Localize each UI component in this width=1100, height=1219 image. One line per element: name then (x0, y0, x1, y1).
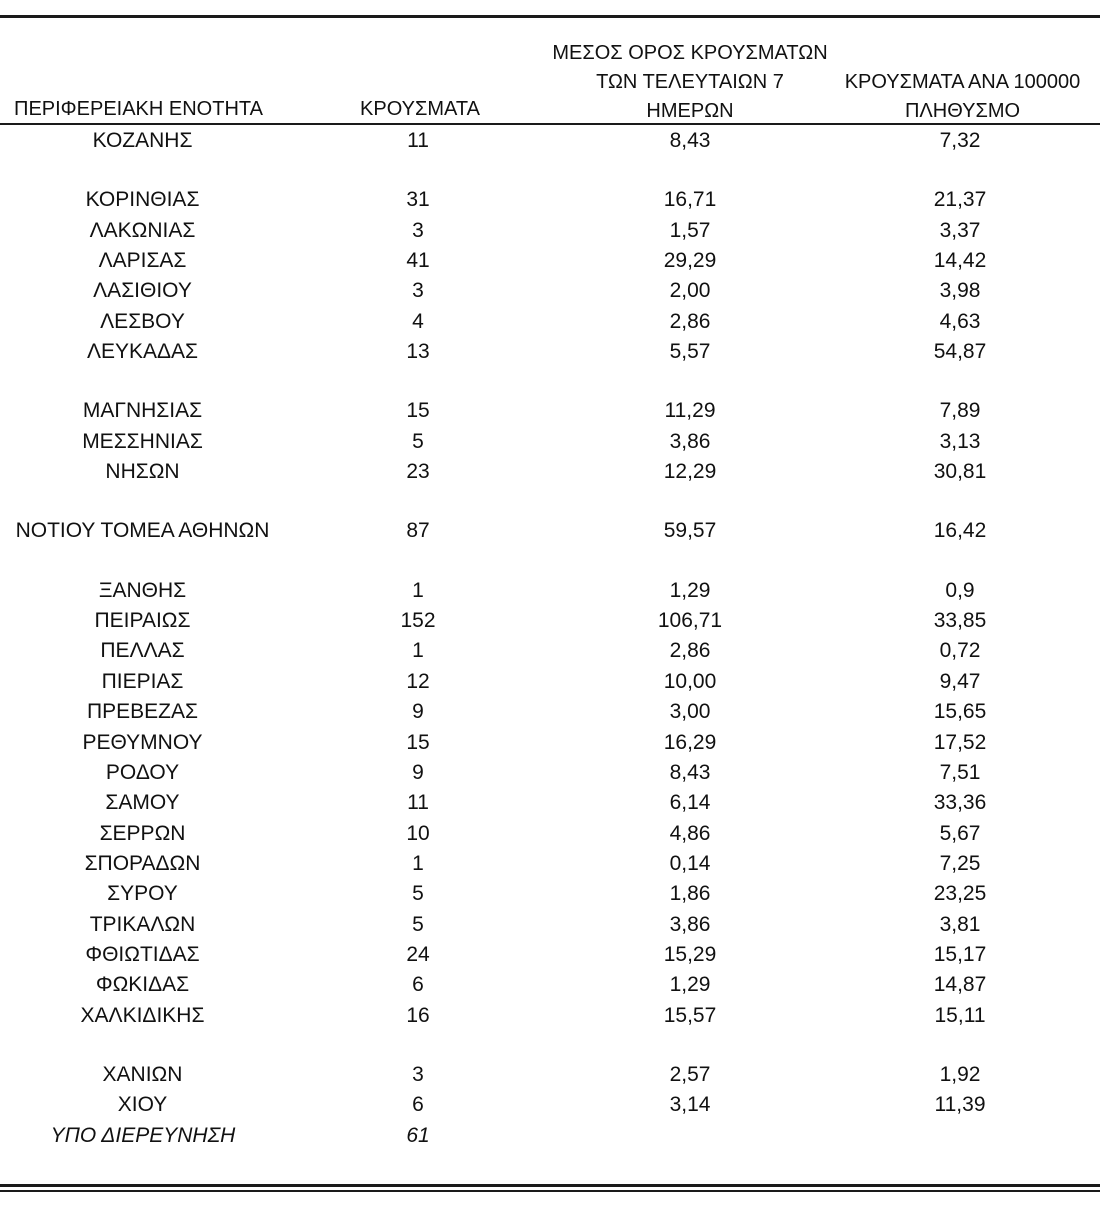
per100k-cell: 5,67 (939, 821, 981, 845)
per100k-cell: 30,81 (933, 460, 987, 484)
avg7-cell: 11,29 (664, 399, 716, 423)
region-cell: ΦΘΙΩΤΙΔΑΣ (85, 942, 200, 966)
avg7-cell: 2,00 (669, 279, 711, 303)
per100k-cell: 7,89 (939, 399, 981, 423)
avg7-cell: 1,57 (669, 218, 711, 242)
region-cell: ΛΕΥΚΑΔΑΣ (86, 340, 199, 364)
table-row (0, 606, 1100, 636)
table-row (0, 849, 1100, 879)
region-cell: ΚΟΡΙΝΘΙΑΣ (85, 188, 200, 212)
header-cases-label: ΚΡΟΥΣΜΑΤΑ (360, 98, 480, 120)
table-row (0, 879, 1100, 909)
region-cell: ΝΟΤΙΟΥ ΤΟΜΕΑ ΑΘΗΝΩΝ (15, 519, 270, 543)
region-cell: ΛΑΚΩΝΙΑΣ (89, 218, 196, 242)
cases-cell: 3 (412, 279, 424, 303)
per100k-cell: 7,25 (939, 851, 981, 875)
avg7-cell: 6,14 (669, 791, 711, 815)
avg7-cell: 2,86 (669, 309, 711, 333)
cases-cell: 5 (412, 429, 424, 453)
cases-cell: 9 (412, 760, 424, 784)
per100k-cell: 16,42 (933, 519, 987, 543)
avg7-cell: 3,86 (669, 912, 711, 936)
region-cell: ΣΑΜΟΥ (105, 791, 180, 815)
table-row (0, 636, 1100, 666)
bottom-rule (0, 1184, 1100, 1187)
avg7-cell: 106,71 (657, 609, 723, 633)
region-cell: ΧΑΛΚΙΔΙΚΗΣ (80, 1003, 205, 1027)
cases-cell: 3 (412, 218, 424, 242)
table-row (0, 307, 1100, 337)
cases-cell: 15 (406, 730, 430, 754)
table-row (0, 396, 1100, 426)
header-region-label: ΠΕΡΙΦΕΡΕΙΑΚΗ ΕΝΟΤΗΤΑ (14, 98, 263, 120)
per100k-cell: 33,85 (933, 609, 987, 633)
table-row (0, 1121, 1100, 1151)
avg7-cell: 12,29 (663, 460, 717, 484)
table-row (0, 276, 1100, 306)
table-row (0, 337, 1100, 367)
cases-cell: 11 (407, 791, 429, 815)
bottom-rule-second (0, 1190, 1100, 1192)
table-row (0, 185, 1100, 215)
per100k-cell: 54,87 (933, 340, 987, 364)
header-per100k-line-2: ΠΛΗΘΥΣΜΟ (904, 100, 1021, 122)
header-region (0, 95, 304, 124)
per100k-cell: 3,81 (939, 912, 981, 936)
per100k-cell: 14,42 (933, 249, 987, 273)
cases-cell: 1 (412, 578, 424, 602)
cases-cell: 9 (412, 700, 424, 724)
table-row (0, 457, 1100, 487)
cases-cell: 1 (412, 851, 424, 875)
cases-cell: 5 (412, 882, 424, 906)
per100k-cell: 3,98 (939, 279, 981, 303)
cases-cell: 3 (412, 1062, 424, 1086)
cases-cell: 31 (406, 188, 430, 212)
top-rule (0, 15, 1100, 18)
cases-cell: 1 (412, 639, 424, 663)
cases-cell: 12 (406, 669, 430, 693)
region-cell: ΞΑΝΘΗΣ (98, 578, 187, 602)
avg7-cell: 3,86 (669, 429, 711, 453)
region-cell: ΧΙΟΥ (117, 1093, 168, 1117)
table-row (0, 246, 1100, 276)
cases-cell: 13 (406, 340, 430, 364)
region-cell: ΡΕΘΥΜΝΟΥ (82, 730, 203, 754)
per100k-cell: 15,17 (933, 942, 987, 966)
avg7-cell: 1,86 (669, 882, 711, 906)
avg7-cell: 8,43 (669, 760, 711, 784)
region-cell: ΦΩΚΙΔΑΣ (95, 973, 190, 997)
region-cell: ΚΟΖΑΝΗΣ (92, 129, 193, 152)
avg7-cell: 16,29 (663, 730, 717, 754)
avg7-cell: 5,57 (669, 340, 711, 364)
cases-cell: 152 (400, 609, 436, 633)
per100k-cell: 0,9 (945, 578, 975, 602)
table-row (0, 576, 1100, 606)
table-row (0, 667, 1100, 697)
table-row (0, 697, 1100, 727)
avg7-cell: 2,86 (669, 639, 711, 663)
region-cell: ΜΕΣΣΗΝΙΑΣ (82, 429, 203, 453)
avg7-cell: 15,29 (663, 942, 717, 966)
header-cases (340, 95, 500, 124)
table-row (0, 516, 1100, 546)
header-avg-line-1: ΜΕΣΟΣ ΟΡΟΣ ΚΡΟΥΣΜΑΤΩΝ (552, 42, 828, 64)
header-avg-line-2: ΤΩΝ ΤΕΛΕΥΤΑΙΩΝ 7 (596, 71, 784, 93)
region-cell: ΠΕΙΡΑΙΩΣ (94, 609, 191, 633)
avg7-cell: 16,71 (663, 188, 717, 212)
per100k-cell: 7,32 (939, 129, 981, 152)
per100k-cell: 3,13 (939, 429, 981, 453)
cases-cell: 10 (406, 821, 430, 845)
avg7-cell: 1,29 (669, 578, 711, 602)
avg7-cell: 3,14 (669, 1093, 711, 1117)
region-cell: ΧΑΝΙΩΝ (102, 1062, 183, 1086)
header-7day-average (540, 39, 840, 126)
avg7-cell: 15,57 (663, 1003, 717, 1027)
data-table-body (0, 126, 1100, 1151)
cases-cell: 87 (406, 519, 430, 543)
header-per-100k (825, 68, 1100, 126)
header-rule (0, 123, 1100, 125)
table-row (0, 788, 1100, 818)
per100k-cell: 3,37 (939, 218, 981, 242)
region-cell: ΝΗΣΩΝ (105, 460, 180, 484)
table-row (0, 970, 1100, 1000)
region-cell: ΛΑΣΙΘΙΟΥ (93, 279, 192, 303)
cases-cell: 24 (406, 942, 430, 966)
table-row (0, 758, 1100, 788)
per100k-cell: 14,87 (933, 973, 987, 997)
cases-cell: 15 (406, 399, 430, 423)
avg7-cell: 3,00 (669, 700, 711, 724)
per100k-cell: 4,63 (939, 309, 981, 333)
cases-cell: 41 (406, 249, 430, 273)
per100k-cell: 0,72 (939, 639, 981, 663)
per100k-cell: 7,51 (939, 760, 981, 784)
region-cell: ΥΠΟ ΔΙΕΡΕΥΝΗΣΗ (50, 1123, 236, 1147)
per100k-cell: 23,25 (933, 882, 987, 906)
per100k-cell: 15,11 (934, 1003, 986, 1027)
avg7-cell: 8,43 (669, 129, 711, 152)
avg7-cell: 29,29 (663, 249, 717, 273)
cases-cell: 23 (406, 460, 430, 484)
per100k-cell: 21,37 (933, 188, 987, 212)
region-cell: ΡΟΔΟΥ (105, 760, 180, 784)
avg7-cell: 59,57 (663, 519, 717, 543)
table-row (0, 1090, 1100, 1120)
cases-cell: 6 (412, 1093, 424, 1117)
avg7-cell: 0,14 (669, 851, 711, 875)
region-cell: ΣΥΡΟΥ (107, 882, 178, 906)
table-row (0, 910, 1100, 940)
avg7-cell: 1,29 (669, 973, 711, 997)
region-cell: ΠΕΛΛΑΣ (100, 639, 185, 663)
region-cell: ΣΠΟΡΑΔΩΝ (84, 851, 201, 875)
table-row (0, 216, 1100, 246)
cases-cell: 61 (406, 1123, 430, 1147)
region-cell: ΠΡΕΒΕΖΑΣ (86, 700, 198, 724)
table-row (0, 1060, 1100, 1090)
cases-cell: 6 (412, 973, 424, 997)
avg7-cell: 10,00 (663, 669, 717, 693)
per100k-cell: 33,36 (933, 791, 987, 815)
table-row (0, 940, 1100, 970)
region-cell: ΤΡΙΚΑΛΩΝ (89, 912, 196, 936)
per100k-cell: 1,92 (939, 1062, 981, 1086)
table-row (0, 819, 1100, 849)
table-row (0, 427, 1100, 457)
per100k-cell: 17,52 (933, 730, 987, 754)
avg7-cell: 2,57 (669, 1062, 711, 1086)
table-row (0, 126, 1100, 156)
region-cell: ΣΕΡΡΩΝ (99, 821, 186, 845)
header-per100k-line-1: ΚΡΟΥΣΜΑΤΑ ΑΝΑ 100000 (844, 71, 1081, 93)
per100k-cell: 11,39 (934, 1093, 986, 1117)
cases-cell: 5 (412, 912, 424, 936)
avg7-cell: 4,86 (669, 821, 711, 845)
cases-cell: 11 (407, 129, 429, 152)
per100k-cell: 9,47 (939, 669, 981, 693)
cases-cell: 4 (412, 309, 424, 333)
cases-cell: 16 (406, 1003, 430, 1027)
region-cell: ΠΙΕΡΙΑΣ (101, 669, 184, 693)
region-cell: ΛΑΡΙΣΑΣ (98, 249, 187, 273)
table-row (0, 1001, 1100, 1031)
per100k-cell: 15,65 (933, 700, 987, 724)
table-row (0, 728, 1100, 758)
region-cell: ΜΑΓΝΗΣΙΑΣ (82, 399, 203, 423)
region-cell: ΛΕΣΒΟΥ (100, 309, 185, 333)
header-avg-line-3: ΗΜΕΡΩΝ (646, 100, 734, 122)
